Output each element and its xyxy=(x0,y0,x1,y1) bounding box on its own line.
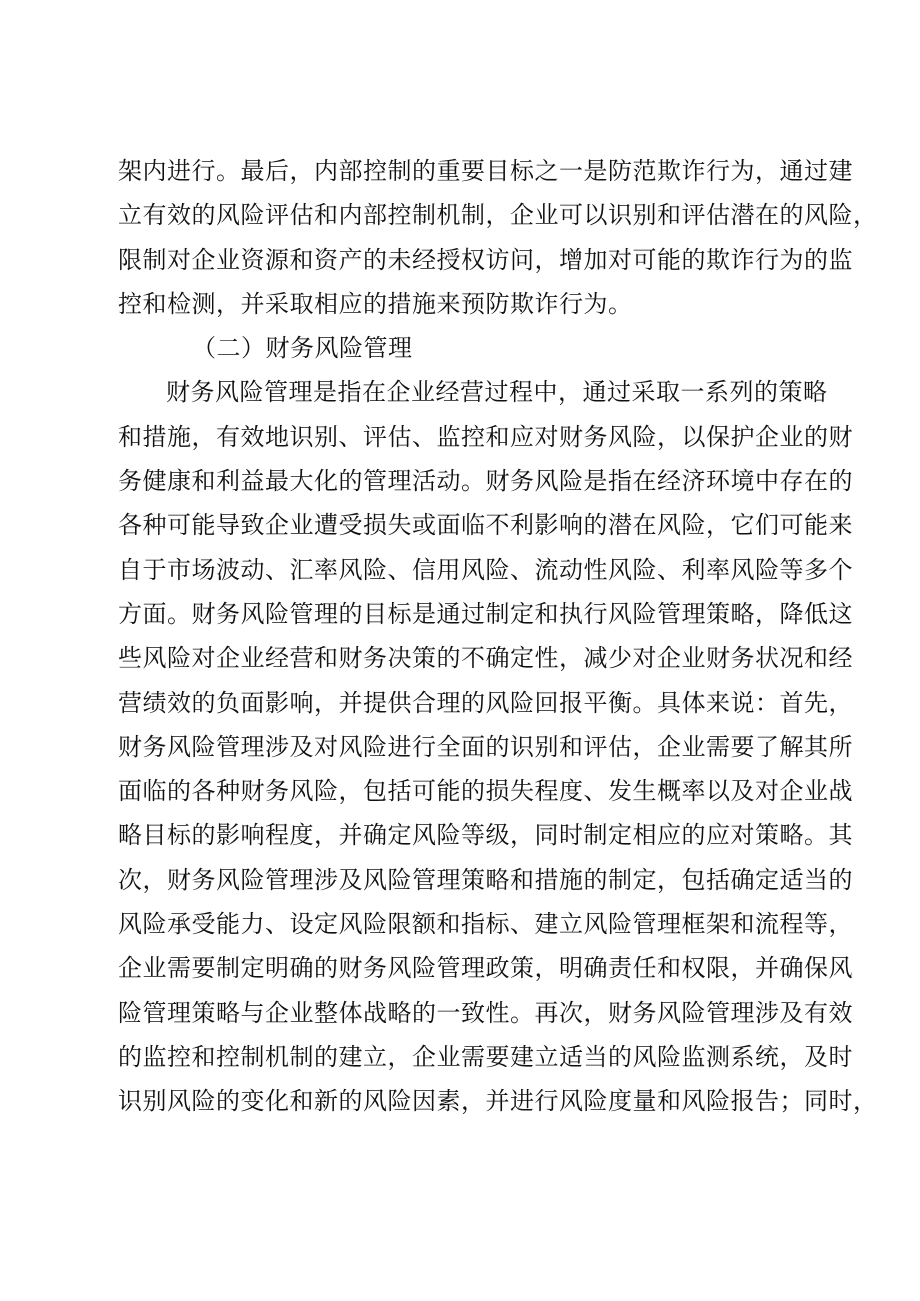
text-line: 财务风险管理涉及对风险进行全面的识别和评估，企业需要了解其所 xyxy=(118,732,853,761)
text-line: 风险承受能力、设定风险限额和指标、建立风险管理框架和流程等， xyxy=(118,910,853,939)
text-line: 立有效的风险评估和内部控制机制，企业可以识别和评估潜在的风险， xyxy=(118,201,878,230)
text-line: 限制对企业资源和资产的未经授权访问，增加对可能的欺诈行为的监 xyxy=(118,245,853,274)
text-line: 务健康和利益最大化的管理活动。财务风险是指在经济环境中存在的 xyxy=(118,467,853,496)
text-line: 各种可能导致企业遭受损失或面临不利影响的潜在风险，它们可能来 xyxy=(118,511,853,540)
text-line: 自于市场波动、汇率风险、信用风险、流动性风险、利率风险等多个 xyxy=(118,555,853,584)
text-line: 面临的各种财务风险，包括可能的损失程度、发生概率以及对企业战 xyxy=(118,777,853,806)
text-line: 架内进行。最后，内部控制的重要目标之一是防范欺诈行为，通过建 xyxy=(118,157,853,185)
paragraph-first-line: 财务风险管理是指在企业经营过程中，通过采取一系列的策略 xyxy=(166,378,828,407)
body-text xyxy=(118,149,878,1124)
text-line: 和措施，有效地识别、评估、监控和应对财务风险，以保护企业的财 xyxy=(118,422,853,451)
text-line: 方面。财务风险管理的目标是通过制定和执行风险管理策略，降低这 xyxy=(118,599,853,628)
text-line: 控和检测，并采取相应的措施来预防欺诈行为。 xyxy=(118,289,633,318)
text-line: 次，财务风险管理涉及风险管理策略和措施的制定，包括确定适当的 xyxy=(118,865,853,894)
text-line: 营绩效的负面影响，并提供合理的风险回报平衡。具体来说：首先， xyxy=(118,688,853,717)
text-line: 略目标的影响程度，并确定风险等级，同时制定相应的应对策略。其 xyxy=(118,821,853,850)
section-heading: （二）财务风险管理 xyxy=(192,334,413,363)
text-line: 险管理策略与企业整体战略的一致性。再次，财务风险管理涉及有效 xyxy=(118,998,853,1027)
text-line: 些风险对企业经营和财务决策的不确定性，减少对企业财务状况和经 xyxy=(118,644,853,673)
text-line: 的监控和控制机制的建立，企业需要建立适当的风险监测系统，及时 xyxy=(118,1042,853,1071)
text-line: 识别风险的变化和新的风险因素，并进行风险度量和风险报告；同时， xyxy=(118,1087,878,1116)
text-line: 企业需要制定明确的财务风险管理政策，明确责任和权限，并确保风 xyxy=(118,954,853,983)
